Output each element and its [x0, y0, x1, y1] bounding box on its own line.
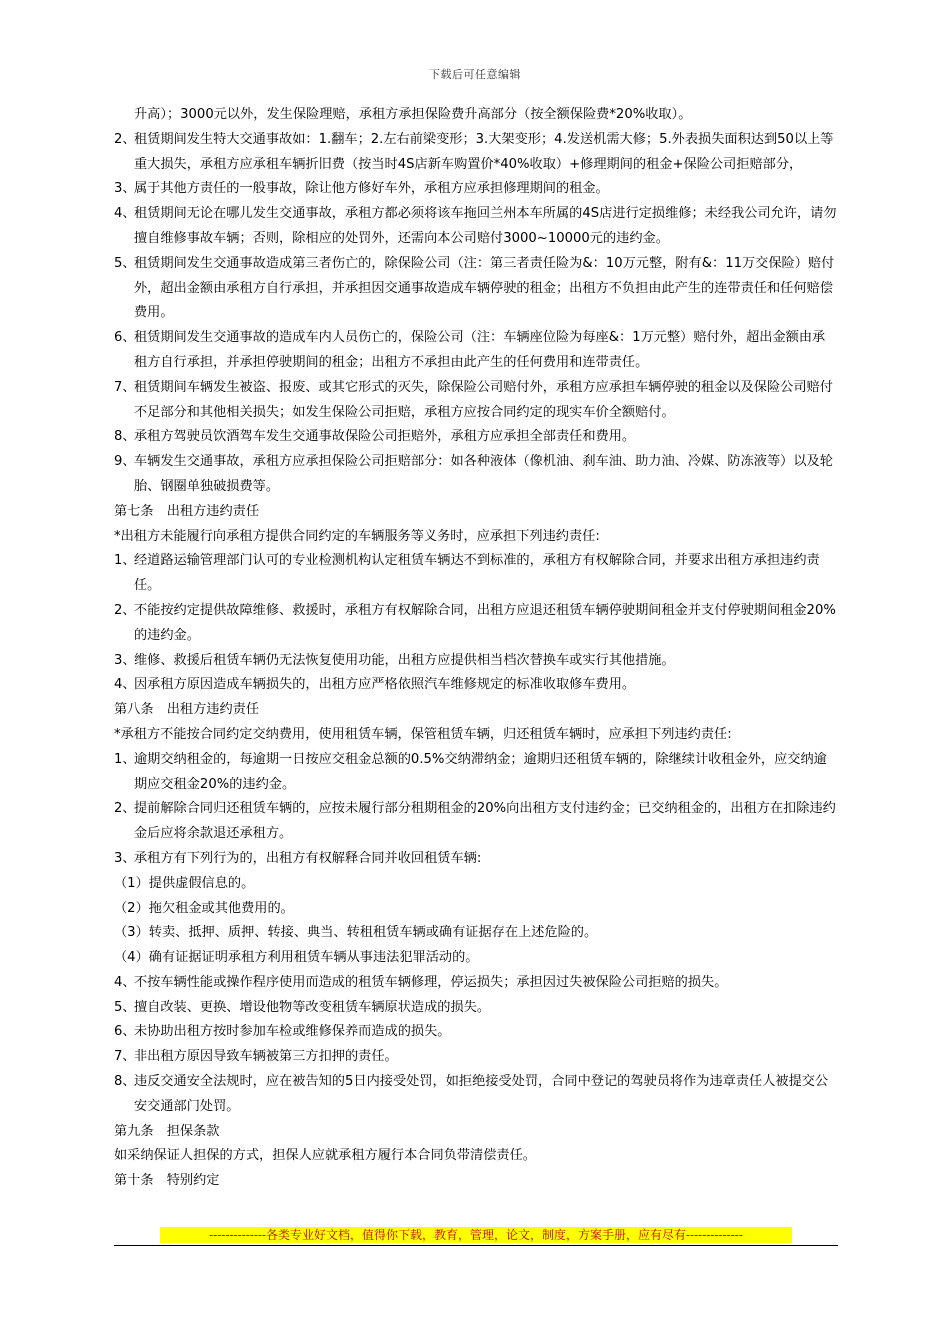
paragraph-text: 租赁期间发生交通事故造成第三者伤亡的，除保险公司（注：第三者责任险为&：10万元整，附有&：11万交保险）赔付外，超出金额由承租方自行承担，并承担因交通事故造成车辆停驶的租金；出租方不负担由此产生的连带责任和任何赔偿费用。 [134, 255, 835, 321]
numbered-clause [114, 599, 838, 649]
paragraph [114, 897, 838, 922]
clause-number: 2、 [114, 801, 136, 817]
paragraph-text: 逾期交纳租金的，每逾期一日按应交租金总额的0.5%交纳滞纳金；逾期归还租赁车辆的，除继续计收租金外，应交纳逾期应交租金20%的违约金。 [134, 751, 827, 792]
paragraph-text: 车辆发生交通事故，承租方应承担保险公司拒赔部分：如各种液体（像机油、刹车油、助力油、冷媒、防冻液等）以及轮胎、钢圈单独破损费等。 [134, 454, 833, 494]
numbered-clause [114, 252, 838, 326]
paragraph-text: 未协助出租方按时参加车检或维修保养而造成的损失。 [134, 1024, 451, 1040]
paragraph-text: 承租方驾驶员饮酒驾车发生交通事故保险公司拒赔外，承租方应承担全部责任和费用。 [134, 429, 636, 445]
clause-number: 5、 [114, 999, 136, 1015]
paragraph [114, 872, 838, 897]
paragraph [114, 946, 838, 971]
paragraph [114, 1120, 838, 1145]
paragraph [114, 698, 838, 723]
numbered-clause [114, 797, 838, 847]
paragraph-text: 因承租方原因造成车辆损失的，出租方应严格依照汽车维修规定的标准收取修车费用。 [134, 677, 636, 693]
page-header: 下载后可任意编辑 [429, 68, 521, 81]
paragraph-text: 租赁期间车辆发生被盗、报废、或其它形式的灭失，除保险公司赔付外，承租方应承担车辆停驶的租金以及保险公司赔付不足部分和其他相关损失；如发生保险公司拒赔，承租方应按合同约定的现实车价全额赔付。 [134, 379, 833, 420]
paragraph-text: 非出租方原因导致车辆被第三方扣押的责任。 [134, 1049, 398, 1065]
numbered-clause [114, 450, 838, 500]
clause-number: 8、 [114, 1074, 136, 1090]
numbered-clause [114, 1020, 838, 1045]
numbered-clause [114, 202, 838, 252]
paragraph-text: 不按车辆性能或操作程序使用而造成的租赁车辆修理，停运损失；承担因过失被保险公司拒赔的损失。 [134, 974, 728, 990]
paragraph-text: 违反交通安全法规时，应在被告知的5日内接受处罚，如拒绝接受处罚，合同中登记的驾驶员将作为违章责任人被提交公安交通部门处罚。 [134, 1074, 829, 1114]
paragraph-text: 租赁期间发生交通事故的造成车内人员伤亡的，保险公司（注：车辆座位险为每座&：1万元整）赔付外，超出金额由承租方自行承担，并承担停驶期间的租金；出租方不承担由此产生的任何费用和连带责任。 [134, 330, 826, 370]
numbered-clause [114, 177, 838, 202]
numbered-clause [114, 376, 838, 426]
clause-number: 3、 [114, 181, 136, 197]
paragraph-text: （1）提供虚假信息的。 [114, 875, 255, 891]
numbered-clause [114, 673, 838, 698]
paragraph-text: 升高）；3000元以外，发生保险理赔，承租方承担保险费升高部分（按全额保险费*20%收取）。 [134, 107, 692, 122]
clause-number: 3、 [114, 850, 136, 866]
paragraph [114, 500, 838, 525]
numbered-clause [114, 996, 838, 1021]
clause-number: 7、 [114, 379, 136, 395]
numbered-clause [114, 549, 838, 599]
paragraph-text: 第十条 特别约定 [114, 1173, 220, 1189]
clause-number: 4、 [114, 974, 136, 990]
paragraph-text: *承租方不能按合同约定交纳费用，使用租赁车辆，保管租赁车辆，归还租赁车辆时，应承担下列违约责任: [114, 726, 732, 742]
numbered-clause [114, 1070, 838, 1120]
clause-number: 5、 [114, 255, 136, 271]
paragraph [114, 1169, 838, 1194]
document-body [114, 103, 838, 1194]
numbered-clause [114, 748, 838, 798]
clause-continuation [114, 103, 838, 128]
clause-number: 2、 [114, 602, 136, 618]
paragraph-text: 经道路运输管理部门认可的专业检测机构认定租赁车辆达不到标准的，承租方有权解除合同，并要求出租方承担违约责任。 [134, 553, 820, 594]
paragraph [114, 525, 838, 550]
paragraph-text: 擅自改装、更换、增设他物等改变租赁车辆原状造成的损失。 [134, 999, 491, 1015]
paragraph-text: （4）确有证据证明承租方利用租赁车辆从事违法犯罪活动的。 [114, 950, 479, 966]
footer-banner: --------------各类专业好文档，值得你下载，教育，管理，论文，制度，方案手册，应有尽有-------------- [160, 1227, 792, 1243]
paragraph-text: （2）拖欠租金或其他费用的。 [114, 900, 294, 916]
numbered-clause [114, 649, 838, 674]
clause-number: 9、 [114, 454, 136, 470]
clause-number: 2、 [114, 131, 136, 147]
numbered-clause [114, 425, 838, 450]
clause-number: 8、 [114, 429, 136, 445]
numbered-clause [114, 326, 838, 376]
clause-number: 7、 [114, 1049, 136, 1065]
paragraph-text: 第九条 担保条款 [114, 1123, 220, 1139]
numbered-clause [114, 971, 838, 996]
paragraph-text: 租赁期间无论在哪儿发生交通事故，承租方都必须将该车拖回兰州本车所属的4S店进行定损维修；未经我公司允许，请勿擅自维修事故车辆；否则，除相应的处罚外，还需向本公司赔付3000~10000元的违约金。 [134, 206, 837, 246]
paragraph-text: 维修、救援后租赁车辆仍无法恢复使用功能，出租方应提供相当档次替换车或实行其他措施。 [134, 652, 675, 668]
paragraph [114, 921, 838, 946]
paragraph-text: 第七条 出租方违约责任 [114, 503, 260, 519]
clause-number: 4、 [114, 677, 136, 693]
clause-number: 1、 [114, 553, 136, 569]
numbered-clause [114, 847, 838, 872]
paragraph-text: 提前解除合同归还租赁车辆的，应按未履行部分租期租金的20%向出租方支付违约金；已交纳租金的，出租方在扣除违约金后应将余款退还承租方。 [134, 801, 836, 842]
paragraph-text: *出租方未能履行向承租方提供合同约定的车辆服务等义务时，应承担下列违约责任: [114, 528, 600, 544]
paragraph-text: 租赁期间发生特大交通事故如：1.翻车；2.左右前梁变形；3.大架变形；4.发送机需大修；5.外表损失面积达到50以上等重大损失，承租方应承租车辆折旧费（按当时4S店新车购置价*40%收取）+修理期间的租金+保险公司拒赔部分， [134, 131, 834, 172]
paragraph [114, 723, 838, 748]
paragraph-text: 不能按约定提供故障维修、救援时，承租方有权解除合同，出租方应退还租赁车辆停驶期间租金并支付停驶期间租金20%的违约金。 [134, 602, 836, 643]
numbered-clause [114, 128, 838, 178]
paragraph-text: 第八条 出租方违约责任 [114, 702, 260, 718]
clause-number: 6、 [114, 1024, 136, 1040]
page-footer [114, 1227, 838, 1246]
clause-number: 1、 [114, 751, 136, 767]
paragraph-text: 属于其他方责任的一般事故，除让他方修好车外，承租方应承担修理期间的租金。 [134, 181, 609, 197]
numbered-clause [114, 1045, 838, 1070]
clause-number: 3、 [114, 652, 136, 668]
paragraph-text: 承租方有下列行为的，出租方有权解释合同并收回租赁车辆: [134, 850, 482, 866]
clause-number: 4、 [114, 206, 136, 222]
paragraph [114, 1144, 838, 1169]
paragraph-text: （3）转卖、抵押、质押、转接、典当、转租租赁车辆或确有证据存在上述危险的。 [114, 925, 598, 941]
paragraph-text: 如采纳保证人担保的方式，担保人应就承租方履行本合同负带清偿责任。 [114, 1148, 536, 1164]
clause-number: 6、 [114, 330, 136, 346]
footer-rule [114, 1245, 838, 1246]
